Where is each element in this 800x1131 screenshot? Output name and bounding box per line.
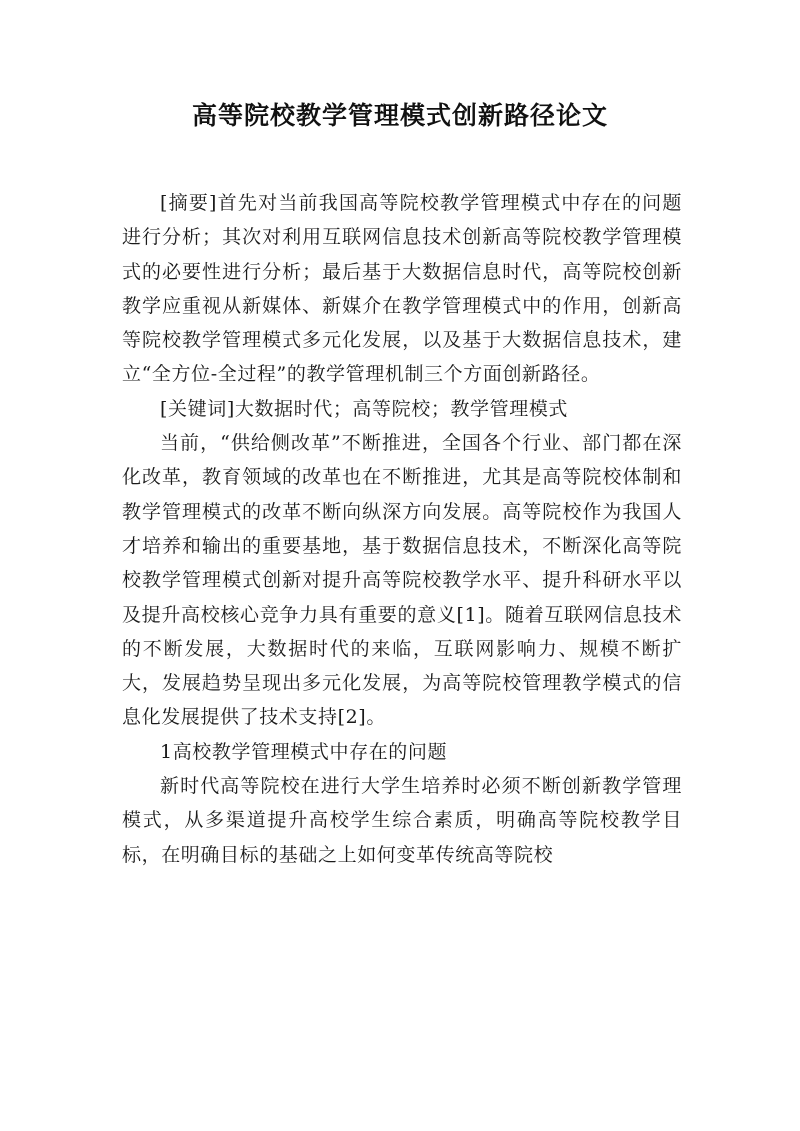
- abstract-paragraph: [摘要]首先对当前我国高等院校教学管理模式中存在的问题进行分析；其次对利用互联网信息技术创新高等院校教学管理模式的必要性进行分析；最后基于大数据信息时代，高等院校创新教学应重视从新媒体、新媒介在教学管理模式中的作用，创新高等院校教学管理模式多元化发展，以及基于大数据信息技术，建立“全方位-全过程”的教学管理机制三个方面创新路径。: [122, 192, 682, 386]
- section-heading: 1高校教学管理模式中存在的问题: [160, 740, 448, 763]
- document-body: [122, 186, 682, 872]
- keywords-paragraph: [关键词]大数据时代；高等院校；教学管理模式: [160, 397, 569, 420]
- intro-paragraph: 当前，“供给侧改革”不断推进，全国各个行业、部门都在深化改革，教育领域的改革也在不断推进，尤其是高等院校体制和教学管理模式的改革不断向纵深方向发展。高等院校作为我国人才培养和输出的重要基地，基于数据信息技术，不断深化高等院校教学管理模式创新对提升高等院校教学水平、提升科研水平以及提升高校核心竞争力具有重要的意义[1]。随着互联网信息技术的不断发展，大数据时代的来临，互联网影响力、规模不断扩大，发展趋势呈现出多元化发展，为高等院校管理教学模式的信息化发展提供了技术支持[2]。: [122, 432, 682, 729]
- body-paragraph: 新时代高等院校在进行大学生培养时必须不断创新教学管理模式，从多渠道提升高校学生综合素质，明确高等院校教学目标，在明确目标的基础之上如何变革传统高等院校: [122, 775, 682, 866]
- document-title: 高等院校教学管理模式创新路径论文: [191, 101, 608, 130]
